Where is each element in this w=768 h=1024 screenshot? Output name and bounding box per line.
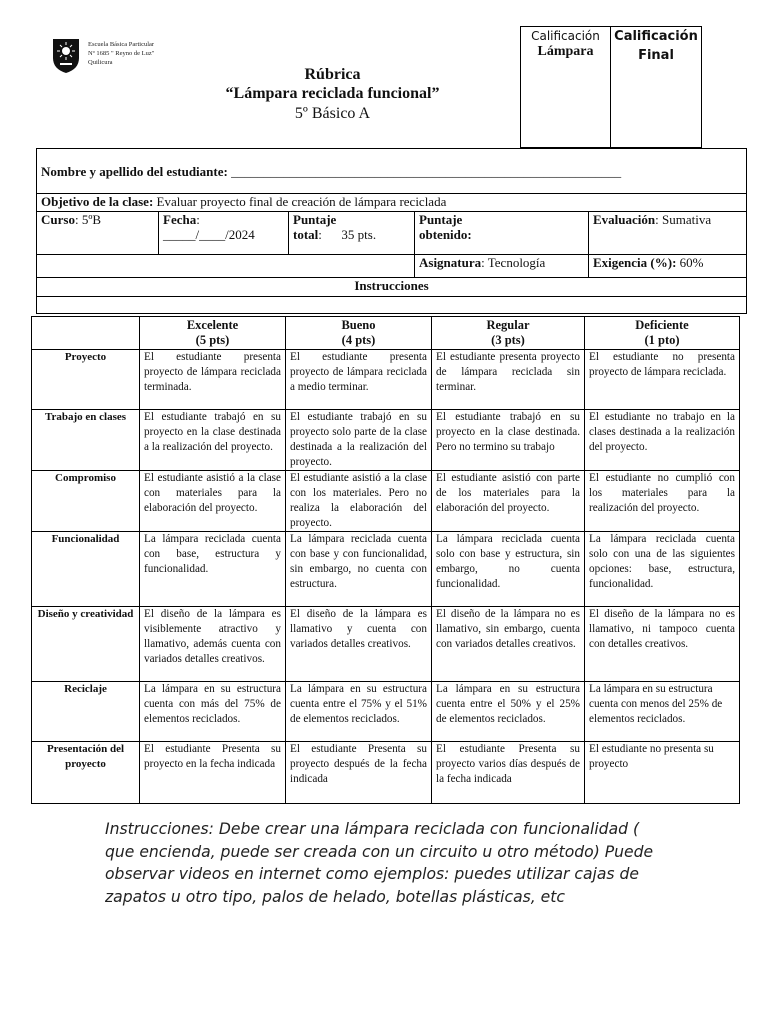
rubric-cell: El estudiante no trabajo en la clases destinada a la realización del proyecto. — [585, 410, 740, 471]
level-bueno-name: Bueno — [341, 318, 376, 332]
exigencia-cell — [589, 255, 747, 278]
level-excelente-name: Excelente — [186, 318, 239, 332]
rubric-cell: El estudiante no cumplió con los materiales para la realización del proyecto. — [585, 471, 740, 532]
curso-label: Curso — [41, 212, 75, 227]
grade-final-column — [611, 27, 701, 147]
criterion-label: Presentación del proyecto — [32, 742, 140, 804]
rubric-cell: El estudiante trabajó en su proyecto en la clase destinada. Pero no termino su trabajo — [432, 410, 585, 471]
evaluacion-cell — [589, 212, 747, 255]
school-crest-logo — [52, 38, 80, 74]
rubric-cell: La lámpara reciclada cuenta solo con base y estructura, sin embargo, no cuenta funcionalidad. — [432, 532, 585, 607]
rubric-cell: El estudiante asistió a la clase con los materiales. Pero no realiza la elaboración del proyecto. — [286, 471, 432, 532]
grade-box — [520, 26, 702, 148]
rubric-cell: El estudiante presenta proyecto de lámpara reciclada sin terminar. — [432, 350, 585, 410]
rubric-cell: El diseño de la lámpara es visiblemente atractivo y llamativo, además cuenta con variados detalles creativos. — [140, 607, 286, 682]
rubric-cell: La lámpara en su estructura cuenta entre el 50% y el 25% de elementos reciclados. — [432, 682, 585, 742]
curso-value: : 5ºB — [74, 212, 102, 227]
rubric-cell: El estudiante presenta proyecto de lámpara reciclada a medio terminar. — [286, 350, 432, 410]
rubric-cell: La lámpara reciclada cuenta con base, estructura y funcionalidad. — [140, 532, 286, 607]
level-regular-pts: (3 pts) — [491, 333, 525, 347]
school-name: Escuela Básica Particular — [88, 41, 155, 48]
rubric-row-proyecto — [32, 350, 740, 410]
criterion-label: Funcionalidad — [32, 532, 140, 607]
objective-label: Objetivo de la clase: — [41, 194, 154, 209]
school-number: Nº 1685 " Reyno de Luz" — [88, 50, 155, 57]
puntaje-total-cell: Puntaje total: 35 pts. — [289, 212, 415, 255]
rubric-table — [31, 316, 740, 804]
rubric-corner — [32, 317, 140, 350]
student-name-line[interactable]: ____________________________________________________________ — [231, 163, 622, 179]
asignatura-label: Asignatura — [419, 255, 482, 270]
document-subtitle: “Lámpara reciclada funcional” — [225, 85, 440, 102]
level-regular — [432, 317, 585, 350]
puntaje-total-label-2: total — [293, 227, 319, 242]
rubric-cell: El diseño de la lámpara no es llamativo, sin embargo, cuenta con variados detalles creativos. — [432, 607, 585, 682]
evaluacion-value: : Sumativa — [655, 212, 712, 227]
puntaje-obtenido-label: Puntaje — [419, 212, 463, 227]
level-bueno-pts: (4 pts) — [341, 333, 376, 347]
student-name-label: Nombre y apellido del estudiante: — [41, 163, 228, 179]
level-bueno — [286, 317, 432, 350]
course-line: 5º Básico A — [294, 105, 371, 122]
rubric-cell: La lámpara en su estructura cuenta con menos del 25% de elementos reciclados. — [585, 682, 740, 742]
fecha-value[interactable]: _____/____/2024 — [163, 227, 255, 242]
rubric-cell: El estudiante trabajó en su proyecto en la clase destinada a la realización del proyecto. — [140, 410, 286, 471]
rubric-row-reciclaje — [32, 682, 740, 742]
objective-row — [37, 194, 747, 212]
document-title: Rúbrica — [304, 66, 361, 83]
evaluacion-label: Evaluación — [593, 212, 656, 227]
grade-lamp-value: Lámpara — [537, 44, 594, 59]
rubric-cell: La lámpara reciclada cuenta con base y con funcionalidad, sin embargo, no cuenta con estructura. — [286, 532, 432, 607]
criterion-label: Reciclaje — [32, 682, 140, 742]
rubric-cell: El estudiante trabajó en su proyecto solo parte de la clase destinada a la realización del proyecto. — [286, 410, 432, 471]
asignatura-value: : Tecnología — [481, 255, 546, 270]
student-name-row — [37, 149, 747, 194]
rubric-cell: El estudiante presenta proyecto de lámpara reciclada terminada. — [140, 350, 286, 410]
objective-value: Evaluar proyecto final de creación de lámpara reciclada — [156, 194, 447, 209]
rubric-cell: La lámpara en su estructura cuenta con más del 75% de elementos reciclados. — [140, 682, 286, 742]
fecha-cell — [159, 212, 289, 255]
puntaje-total-label: Puntaje — [293, 212, 337, 227]
instrucciones-header: Instrucciones — [354, 278, 429, 293]
criterion-label: Trabajo en clases — [32, 410, 140, 471]
exigencia-value: 60% — [676, 255, 704, 270]
grade-final-label-2: Final — [638, 48, 674, 63]
grade-final-label-1: Calificación — [614, 29, 698, 44]
grade-lamp-column — [521, 27, 611, 147]
rubric-row-trabajo — [32, 410, 740, 471]
rubric-row-diseno — [32, 607, 740, 682]
rubric-cell: El estudiante no presenta proyecto de lámpara reciclada. — [585, 350, 740, 410]
rubric-cell: El estudiante Presenta su proyecto varios días después de la fecha indicada — [432, 742, 585, 804]
bottom-instructions: Instrucciones: Debe crear una lámpara reciclada con funcionalidad ( que encienda, puede ser creada con un circuito u otro método) Puede observar videos en internet como ejemplos: puedes utilizar cajas de zapatos u otro tipo, palos de helado, botellas plásticas, etc — [105, 820, 654, 906]
rubric-header-row — [32, 317, 740, 350]
level-regular-name: Regular — [486, 318, 530, 332]
rubric-cell: El estudiante asistió con parte de los materiales para la elaboración del proyecto. — [432, 471, 585, 532]
rubric-cell: La lámpara reciclada cuenta solo con una de las siguientes opciones: base, estructura, funcionalidad. — [585, 532, 740, 607]
rubric-cell: El estudiante Presenta su proyecto en la fecha indicada — [140, 742, 286, 804]
rubric-row-compromiso — [32, 471, 740, 532]
title-block — [150, 66, 515, 124]
level-excelente-pts: (5 pts) — [195, 333, 230, 347]
blank-cell — [37, 255, 415, 278]
student-info-table — [36, 148, 747, 314]
asignatura-cell — [415, 255, 589, 278]
rubric-cell: El diseño de la lámpara es llamativo y cuenta con variados detalles creativos. — [286, 607, 432, 682]
level-deficiente-name: Deficiente — [635, 318, 689, 332]
puntaje-obtenido-label-2: obtenido: — [419, 227, 472, 242]
criterion-label: Proyecto — [32, 350, 140, 410]
fecha-colon: : — [196, 212, 200, 227]
grade-lamp-label: Calificación — [531, 29, 600, 43]
criterion-label: Diseño y creatividad — [32, 607, 140, 682]
rubric-row-presentacion — [32, 742, 740, 804]
criterion-label: Compromiso — [32, 471, 140, 532]
rubric-cell: El estudiante asistió a la clase con materiales para la elaboración del proyecto. — [140, 471, 286, 532]
rubric-row-funcionalidad — [32, 532, 740, 607]
level-deficiente — [585, 317, 740, 350]
rubric-cell: El diseño de la lámpara no es llamativo, ni tampoco cuenta con detalles creativos. — [585, 607, 740, 682]
rubric-cell: El estudiante Presenta su proyecto después de la fecha indicada — [286, 742, 432, 804]
exigencia-label: Exigencia (%): — [593, 255, 677, 270]
fecha-label: Fecha — [163, 212, 197, 227]
level-deficiente-pts: (1 pto) — [644, 333, 680, 347]
puntaje-obtenido-cell[interactable] — [415, 212, 589, 255]
instrucciones-header-row — [37, 278, 747, 297]
school-city: Quilicura — [88, 59, 113, 66]
level-excelente — [140, 317, 286, 350]
rubric-cell: La lámpara en su estructura cuenta entre el 75% y el 51% de elementos reciclados. — [286, 682, 432, 742]
school-name-block — [88, 40, 154, 67]
rubric-cell: El estudiante no presenta su proyecto — [585, 742, 740, 804]
puntaje-total-value: 35 pts. — [341, 227, 377, 242]
curso-cell — [37, 212, 159, 255]
instrucciones-empty-row — [37, 297, 747, 314]
